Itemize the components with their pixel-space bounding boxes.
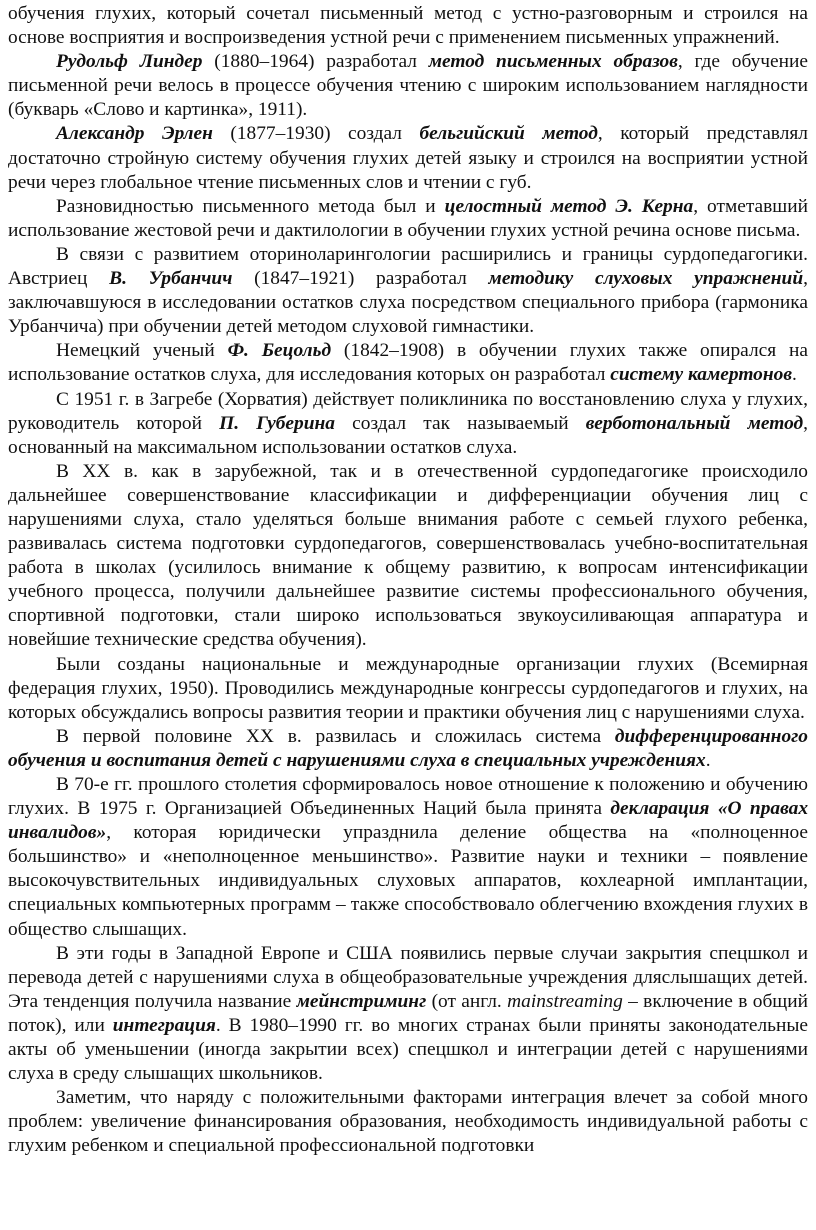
term-written-images-method: метод письменных образов [428,51,678,73]
text-run: , который представлял достаточно стройную систему обучения глухих детей языку и строился на восприятии устной речи через глобальное чтение письменных слов и чтении с губ. [8,123,808,193]
text-run: (от англ. [426,990,508,1012]
name-urbanchich: В. Урбанчич [109,268,233,290]
paragraph [8,339,808,387]
text-run: . В 1980–1990 гг. во многих странах были приняты законодательные акты об уменьшении (иногда закрытии всех) спецшкол и интеграции детей с нарушениями слуха в среду слышащих школьников. [8,1014,808,1085]
text-run: Заметим, что наряду с положительными факторами интеграция влечет за собой много проблем: увеличение финансирования образования, необходимость индивидуальной работы с глухим ребенком и специальной профессиональной подготовки [8,1087,808,1157]
term-mainstreaming: мейнстриминг [296,990,427,1012]
text-run: Немецкий ученый [56,340,228,362]
text-run: Были созданы национальные и международные организации глухих (Всемирная федерация глухих, 1950). Проводились международные конгрессы сурдопедагогов и глухих, на которых обсуждались вопросы развития теории и практики обучения лиц с нарушениями слуха. [8,653,808,723]
term-integration: интеграция [112,1014,216,1036]
text-run: (1877–1930) создал [212,123,420,145]
paragraph [8,942,808,1087]
paragraph [8,243,808,339]
text-run: В 70-е гг. прошлого столетия сформировалось новое отношение к положению и обучению глухих. В 1975 г. Организацией Объединенных Наций была принята [8,774,808,820]
text-run: С 1951 г. в Загребе (Хорватия) действует поликлиника по восстановлению слуха у глухих, руководитель которой [8,388,808,434]
paragraph [8,388,808,460]
term-mainstreaming-english: mainstreaming [507,990,623,1012]
text-run: создал так называемый [334,412,586,434]
text-run: (1847–1921) разработал [232,268,489,290]
text-run: В связи с развитием оториноларингологии расширились и границы сурдопедагогики. Австриец [8,243,808,290]
paragraph [8,460,808,653]
text-run: . [705,749,711,771]
paragraph [8,2,808,50]
text-run: В первой половине XX в. развилась и сложилась система [56,725,615,747]
paragraph [8,1086,808,1158]
text-run: , которая юридически упразднила деление общества на «полноценное большинство» и «неполноценное меньшинство». Развитие науки и техники – появление высокочувствительных индивидуальных слуховых аппаратов, кохлеарной имплантации, специальных компьютерных программ – также способствовало облегчению вхождения глухих в общество слышащих. [8,822,808,940]
term-belgian-method: бельгийский метод [419,123,598,145]
text-run: (1880–1964) разработал [202,51,429,73]
text-run: – включение в общий поток), или [8,990,808,1036]
term-kern-method: целостный метод Э. Керна [444,195,694,217]
term-verbotonal-method: верботональный метод [585,412,804,434]
paragraph [8,122,808,194]
name-bezold: Ф. Бецольд [227,340,332,362]
text-run: (1842–1908) в обучении глухих также опирался на использование остатков слуха, для исследования которых он разработал [8,340,808,386]
name-linder: Рудольф Линдер [56,51,203,73]
text-run: , заключавшуюся в исследовании остатков слуха посредством специального прибора (гармоника Урбанчича) при обучении детей методом слуховой гимнастики. [8,268,808,338]
text-run: . [791,364,797,386]
text-run: , отметавший использование жестовой речи и дактилологии в обучении глухих устной речина основе письма. [8,195,808,241]
term-disability-declaration: декларация «О правах инвалидов» [8,798,809,844]
text-run: В XX в. как в зарубежной, так и в отечественной сурдопедагогике происходило дальнейшее совершенствование классификации и дифференциации обучения лиц с нарушениями слуха, стало уделяться больше внимания работе с семьей глухого ребенка, развивалась система подготовки сурдопедагогов, совершенствовалась учебно-воспитательная работа в школах (усилилось внимание к общему развитию, к вопросам интенсификации учебного процесса, получили дальнейшее развитие системы профессионального обучения, спортивной подготовки, стали широко использоваться звукоусиливающая аппаратура и новейшие технические средства обучения). [8,460,808,651]
paragraph [8,725,808,773]
name-guberina: П. Губерина [219,412,335,434]
paragraph [8,50,808,122]
paragraph [8,773,808,942]
text-run: обучения глухих, который сочетал письменный метод с устно-разговорным и строился на основе восприятия и воспроизведения устной речи с применением письменных упражнений. [8,3,808,49]
text-run: , основанный на максимальном использовании остатков слуха. [8,412,808,458]
paragraph [8,653,808,725]
text-run: Разновидностью письменного метода был и [56,195,445,217]
term-auditory-exercises: методику слуховых упражнений [488,268,804,290]
term-differentiated-education: дифференцированного обучения и воспитания детей с нарушениями слуха в специальных учреждениях [8,725,808,771]
term-tuning-fork-system: систему камертонов [610,364,792,386]
text-run: В эти годы в Западной Европе и США появились первые случаи закрытия спецшкол и перевода детей с нарушениями слуха в общеобразовательные учреждения дляслышащих детей. Эта тенденция получила название [8,942,808,1012]
paragraph [8,195,808,243]
text-run: , где обучение письменной речи велось в процессе обучения чтению с широким использованием наглядности (букварь «Слово и картинка», 1911). [8,51,808,121]
name-erlen: Александр Эрлен [56,123,213,145]
